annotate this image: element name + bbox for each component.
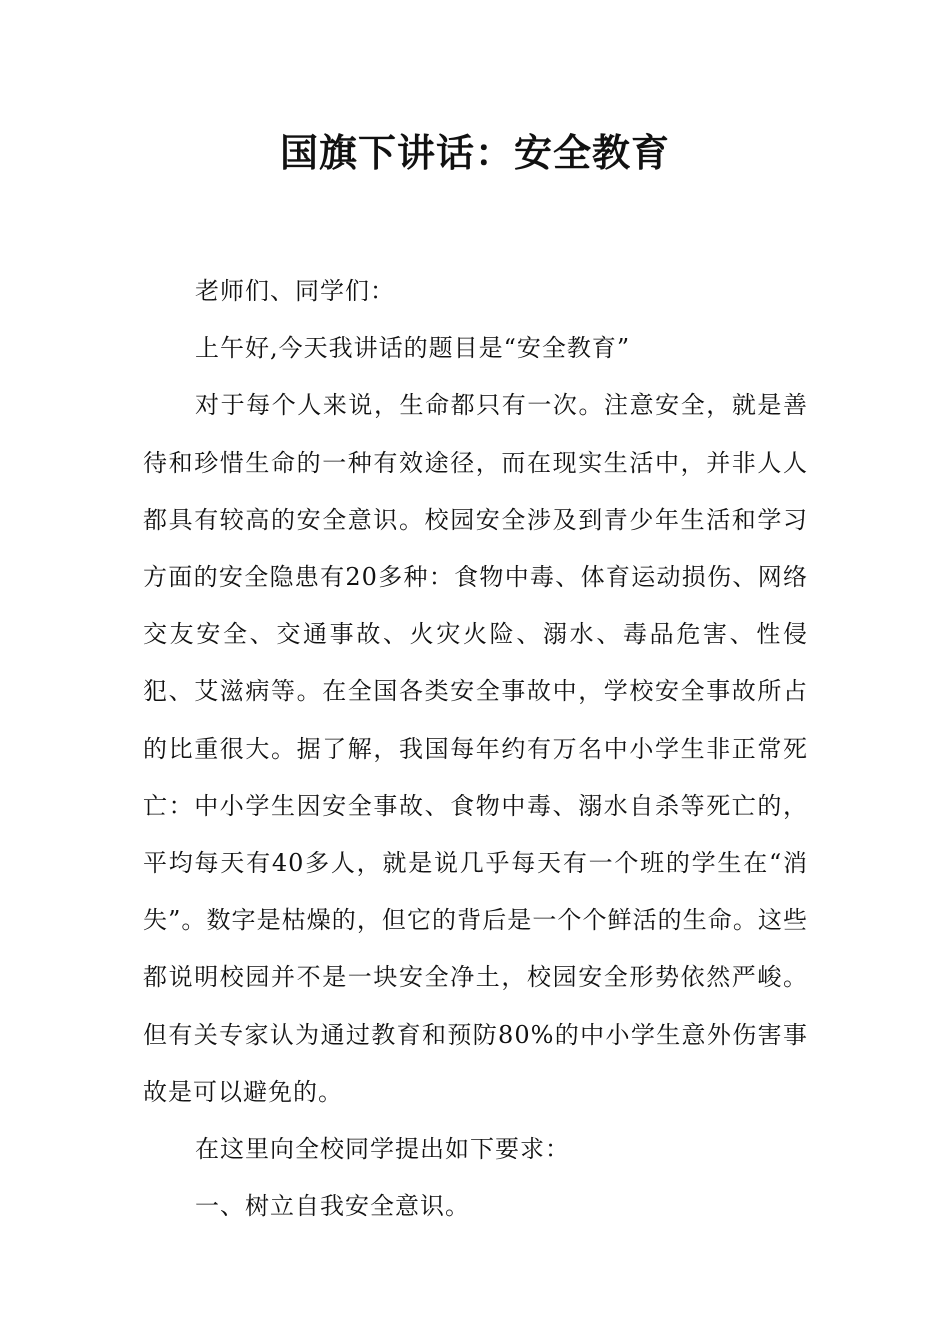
greeting-paragraph: 老师们、同学们： bbox=[195, 277, 395, 305]
opening-paragraph: 上午好,今天我讲话的题目是“安全教育” bbox=[195, 334, 631, 363]
document-title: 国旗下讲话：安全教育 bbox=[279, 130, 670, 175]
document-body bbox=[143, 263, 808, 1235]
request-paragraph: 在这里向全校同学提出如下要求： bbox=[195, 1135, 570, 1164]
section-heading-paragraph: 一、树立自我安全意识。 bbox=[195, 1192, 470, 1221]
main-paragraph: 对于每个人来说，生命都只有一次。注意安全，就是善待和珍惜生命的一种有效途径，而在现实生活中，并非人人都具有较高的安全意识。校园安全涉及到青少年生活和学习方面的安全隐患有20多种：食物中毒、体育运动损伤、网络交友安全、交通事故、火灾火险、溺水、毒品危害、性侵犯、艾滋病等。在全国各类安全事故中，学校安全事故所占的比重很大。据了解，我国每年约有万名中小学生非正常死亡：中小学生因安全事故、食物中毒、溺水自杀等死亡的，平均每天有40多人，就是说几乎每天有一个班的学生在“消失”。数字是枯燥的，但它的背后是一个个鲜活的生命。这些都说明校园并不是一块安全净土，校园安全形势依然严峻。但有关专家认为通过教育和预防80%的中小学生意外伤害事故是可以避免的。 bbox=[143, 391, 808, 1106]
